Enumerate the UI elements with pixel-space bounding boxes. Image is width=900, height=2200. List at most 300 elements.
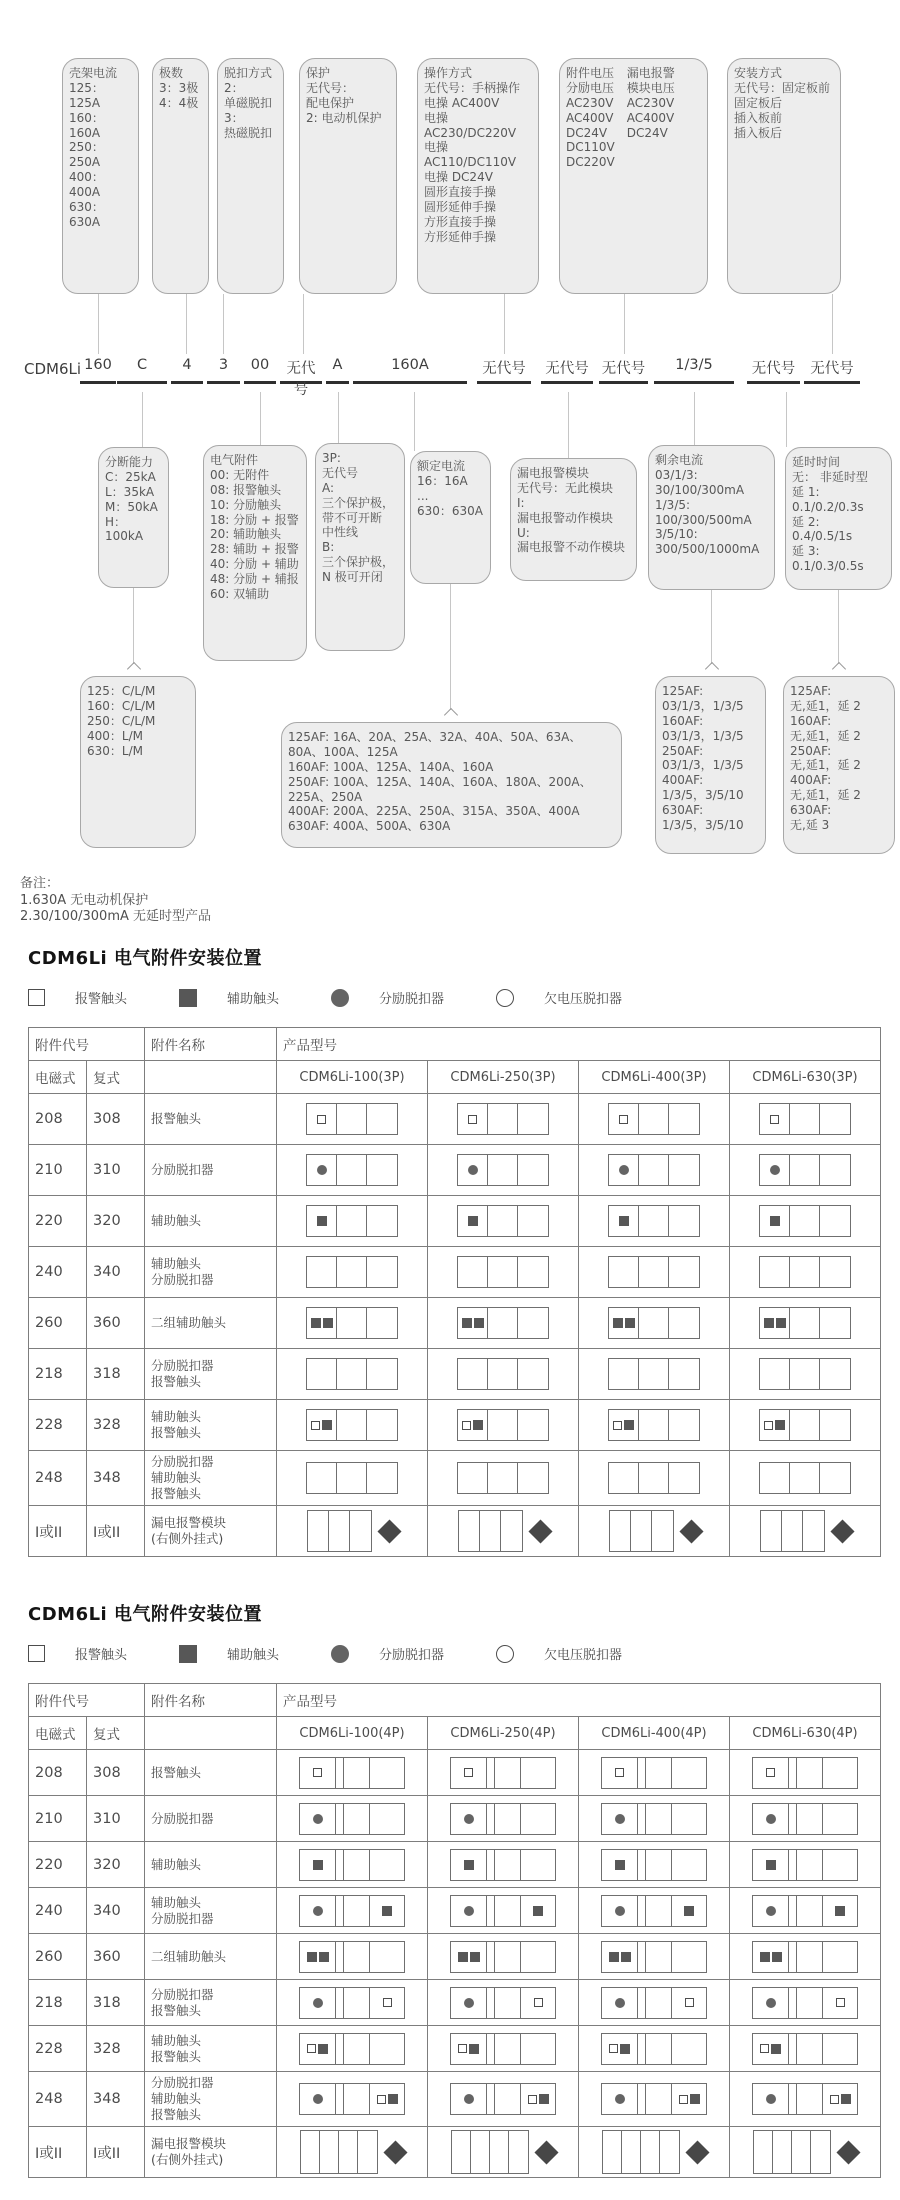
code-compound: 348 [87, 1451, 145, 1506]
aux-contact-icon [770, 1216, 780, 1226]
position-cell [434, 2130, 572, 2174]
callout-line: AC230V [566, 95, 614, 110]
alarm-contact-icon [458, 2044, 467, 2053]
position-box [299, 2083, 405, 2115]
position-cell [434, 1510, 572, 1552]
pole-compartment [495, 1850, 521, 1880]
pole-compartment [603, 2131, 622, 2173]
callout-line: H：100kA [105, 514, 144, 544]
pole-compartment [789, 2084, 797, 2114]
accessory-name-line: 辅助触头 [151, 1894, 202, 1910]
code-electromagnetic: 210 [29, 1796, 87, 1842]
position-box [608, 1358, 700, 1390]
position-cell [434, 1205, 572, 1237]
pole-compartment [495, 2084, 521, 2114]
pole-compartment [609, 1155, 639, 1185]
position-cell [283, 1307, 421, 1339]
position-box [299, 1849, 405, 1881]
callout-line: 3P: [322, 451, 341, 465]
callout-line: 03/1/3，1/3/5 [662, 758, 744, 773]
position-box [608, 1462, 700, 1494]
callout-line: 无代号： [306, 80, 355, 95]
col-name-header: 附件名称 [145, 1684, 277, 1717]
code-electromagnetic: 248 [29, 2072, 87, 2127]
accessory-name [145, 1400, 277, 1451]
alarm-contact-icon [613, 1421, 622, 1430]
subcol-compound: 复式 [87, 1061, 145, 1094]
connector-line [133, 588, 134, 664]
code-electromagnetic: 260 [29, 1298, 87, 1349]
connector-line [832, 294, 833, 354]
callout-line: 无,延1，延 2 [790, 698, 861, 713]
pole-compartment [823, 1942, 857, 1972]
position-cell [736, 1154, 874, 1186]
model-code-segment: 无代号 [477, 357, 531, 384]
shunt-release-icon [331, 989, 349, 1007]
accessory-name [145, 1796, 277, 1842]
position-cell [585, 2130, 723, 2174]
product-position-cell [428, 1842, 579, 1888]
pole-compartment [672, 2084, 706, 2114]
position-box [752, 2083, 858, 2115]
aux-contact-icon [474, 1318, 484, 1328]
product-position-cell [730, 1750, 881, 1796]
pole-compartment [307, 1155, 337, 1185]
shunt-release-icon [766, 1906, 776, 1916]
pole-compartment [638, 1988, 646, 2018]
position-cell [736, 1307, 874, 1339]
aux-contact-icon [539, 2094, 549, 2104]
alarm-contact-icon [383, 1998, 392, 2007]
col-product-header: 产品型号 [277, 1684, 881, 1717]
callout-line: 附件电压 [566, 66, 615, 80]
product-model-header: CDM6Li-100(3P) [277, 1061, 428, 1094]
alarm-contact-icon [28, 989, 45, 1006]
pole-compartment [367, 1463, 397, 1493]
callout-line: DC24V [566, 125, 608, 140]
accessory-name-line: 报警触头 [151, 1486, 202, 1501]
accessory-name-line: 二组辅助触头 [151, 1315, 227, 1330]
pole-compartment [790, 1308, 820, 1338]
position-cell [283, 1103, 421, 1135]
connector-line [711, 590, 712, 664]
pole-compartment [602, 1850, 638, 1880]
position-box [602, 2130, 680, 2174]
product-position-cell [428, 1247, 579, 1298]
product-position-cell [277, 1750, 428, 1796]
product-position-cell [428, 1796, 579, 1842]
pole-compartment [370, 1942, 404, 1972]
pole-compartment [452, 2131, 471, 2173]
pole-compartment [760, 1308, 790, 1338]
callout-line: DC110V [566, 140, 615, 155]
pole-compartment [646, 1896, 672, 1926]
callout-line: 00: 无附件 [210, 467, 270, 482]
alarm-contact-icon [307, 2044, 316, 2053]
alarm-contact-icon [679, 2095, 688, 2104]
alarm-contact-icon [534, 1998, 543, 2007]
pole-compartment [638, 1758, 646, 1788]
pole-compartment [646, 1988, 672, 2018]
position-box [760, 1510, 825, 1552]
callout-line: 160：C/L/M [87, 698, 156, 713]
pole-compartment [609, 1410, 639, 1440]
callout-line: 48: 分励 + 辅报 [210, 572, 299, 586]
col-name-header: 附件名称 [145, 1028, 277, 1061]
aux-contact-icon [772, 1952, 782, 1962]
pole-compartment [609, 1104, 639, 1134]
callout-line: 40: 分励 + 辅助 [210, 557, 299, 572]
accessory-name-line: 报警触头 [151, 2107, 202, 2122]
position-box [752, 1987, 858, 2019]
pole-compartment [521, 2084, 555, 2114]
position-cell [283, 1462, 421, 1494]
position-box [306, 1307, 398, 1339]
pole-compartment [370, 1896, 404, 1926]
accessory-name-line: 分励脱扣器 [151, 1162, 214, 1177]
aux-contact-icon [760, 1952, 770, 1962]
position-box [450, 1803, 556, 1835]
position-cell [585, 1941, 723, 1973]
alarm-contact-icon [317, 1115, 326, 1124]
position-box [299, 1941, 405, 1973]
position-cell [283, 1941, 421, 1973]
legend-item [331, 1644, 444, 1663]
callout-line: 0.4/0.5/1s [792, 529, 853, 544]
pole-compartment [823, 2034, 857, 2064]
pole-compartment [495, 1758, 521, 1788]
shunt-release-icon [770, 1165, 780, 1175]
pole-compartment [336, 2034, 344, 2064]
pole-compartment [760, 1155, 790, 1185]
alarm-contact-icon [766, 1768, 775, 1777]
pole-compartment [471, 2131, 490, 2173]
callout-line: 延 3: [792, 544, 820, 559]
pole-compartment [789, 1850, 797, 1880]
product-position-cell [579, 1349, 730, 1400]
callout-box [299, 58, 397, 294]
position-cell [283, 2033, 421, 2065]
product-position-cell [428, 2127, 579, 2178]
connector-line [260, 392, 261, 445]
alarm-contact-icon [462, 1421, 471, 1430]
position-cell [434, 1358, 572, 1390]
pole-compartment [797, 1988, 823, 2018]
table-row [29, 1750, 881, 1796]
product-position-cell [277, 1842, 428, 1888]
callout-line: 10: 分励触头 [210, 497, 282, 512]
product-position-cell [579, 1298, 730, 1349]
aux-contact-icon [609, 1952, 619, 1962]
product-position-cell [730, 1934, 881, 1980]
product-position-cell [428, 1506, 579, 1557]
position-box [601, 1941, 707, 1973]
product-position-cell [277, 1980, 428, 2026]
pole-compartment [307, 1359, 337, 1389]
model-code-segment: 4 [171, 357, 203, 384]
table-row [29, 1842, 881, 1888]
product-position-cell [428, 1750, 579, 1796]
pole-compartment [336, 1896, 344, 1926]
table-header-row [29, 1684, 881, 1717]
shunt-release-icon [468, 1165, 478, 1175]
pole-compartment [451, 1988, 487, 2018]
aux-contact-icon [835, 1906, 845, 1916]
position-box [759, 1409, 851, 1441]
position-box [457, 1103, 549, 1135]
shunt-release-icon [313, 1906, 323, 1916]
callout-line: 延时时间 [792, 455, 841, 469]
legend-label: 欠电压脱扣器 [544, 992, 623, 1007]
legend-item [28, 1644, 127, 1663]
code-compound: 310 [87, 1796, 145, 1842]
callout-line: 无代号：无此模块 [517, 480, 614, 495]
callout-line: 160：160A [69, 110, 104, 140]
position-box [299, 1803, 405, 1835]
product-position-cell [730, 2026, 881, 2072]
product-model-header: CDM6Li-400(3P) [579, 1061, 730, 1094]
leakage-module-icon [534, 2140, 558, 2164]
callout-line: 额定电流 [417, 459, 466, 473]
position-box [299, 1895, 405, 1927]
alarm-contact-icon [311, 1421, 320, 1430]
pole-compartment [760, 1359, 790, 1389]
callout-line: 剩余电流 [655, 453, 704, 467]
position-cell [585, 1358, 723, 1390]
pole-compartment [753, 1896, 789, 1926]
product-position-cell [428, 1298, 579, 1349]
product-position-cell [730, 1842, 881, 1888]
connector-line [303, 294, 304, 354]
callout-box [727, 58, 841, 294]
position-box [457, 1256, 549, 1288]
alarm-contact-icon [28, 1645, 45, 1662]
pole-compartment [488, 1359, 518, 1389]
code-compound: 340 [87, 1888, 145, 1934]
pole-compartment [789, 1942, 797, 1972]
accessory-name [145, 2072, 277, 2127]
pole-compartment [646, 1804, 672, 1834]
callout-line: 漏电报警模块 [517, 466, 590, 480]
callout-line: 125AF: 16A、20A、25A、32A、40A、50A、63A、80A、100A、125A [288, 730, 582, 759]
position-cell [434, 1103, 572, 1135]
symbol-legend [28, 1644, 884, 1663]
pole-compartment [521, 1942, 555, 1972]
shunt-release-icon [464, 1906, 474, 1916]
pole-compartment [307, 1257, 337, 1287]
callout-line: 壳架电流 [69, 66, 118, 80]
alarm-contact-icon [760, 2044, 769, 2053]
position-box [752, 1941, 858, 1973]
callout-box [655, 676, 766, 854]
position-cell [283, 1895, 421, 1927]
position-cell [585, 1987, 723, 2019]
callout-line: M：50kA [105, 499, 158, 514]
accessory-name-line: 辅助触头 [151, 1409, 202, 1424]
position-box [608, 1205, 700, 1237]
accessory-name-line: 报警触头 [151, 1111, 202, 1126]
legend-label: 报警触头 [75, 1648, 128, 1663]
product-position-cell [579, 1888, 730, 1934]
pole-compartment [370, 2084, 404, 2114]
connector-line [223, 294, 224, 354]
model-code-segment: 无代号 [280, 357, 322, 384]
pole-compartment [753, 1758, 789, 1788]
callout-line: 漏电报警 [626, 66, 675, 80]
accessory-name [145, 1094, 277, 1145]
pole-compartment [602, 2084, 638, 2114]
pole-compartment [487, 1988, 495, 2018]
pole-compartment [797, 1804, 823, 1834]
callout-line: 分励电压 [566, 80, 615, 95]
product-position-cell [579, 1145, 730, 1196]
legend-item [496, 988, 622, 1007]
pole-compartment [823, 1804, 857, 1834]
pole-compartment [337, 1104, 367, 1134]
shunt-release-icon [317, 1165, 327, 1175]
pole-compartment [521, 1896, 555, 1926]
position-cell [736, 1462, 874, 1494]
position-cell [585, 1103, 723, 1135]
pole-compartment [521, 2034, 555, 2064]
aux-contact-icon [464, 1860, 474, 1870]
pole-compartment [367, 1206, 397, 1236]
pole-compartment [487, 2084, 495, 2114]
position-cell [736, 1358, 874, 1390]
col-code-header: 附件代号 [29, 1684, 145, 1717]
callout-line: 无,延1，延 2 [790, 788, 861, 803]
pole-compartment [451, 1942, 487, 1972]
aux-contact-icon [469, 2044, 479, 2054]
position-cell [434, 2083, 572, 2115]
position-cell [736, 1803, 874, 1835]
position-cell [585, 1803, 723, 1835]
callout-line: 250AF: 100A、125A、140A、160A、180A、200A、225A、250A [288, 774, 592, 804]
pole-compartment [790, 1104, 820, 1134]
position-cell [283, 1510, 421, 1552]
callout-line: 无,延 3 [790, 817, 830, 832]
pole-compartment [509, 2131, 528, 2173]
product-position-cell [730, 1451, 881, 1506]
legend-label: 辅助触头 [227, 992, 280, 1007]
pole-compartment [672, 2034, 706, 2064]
accessory-name [145, 1298, 277, 1349]
callout-line: 160AF: [662, 713, 704, 728]
product-position-cell [579, 1842, 730, 1888]
position-cell [434, 2033, 572, 2065]
aux-contact-icon [841, 2094, 851, 2104]
alarm-contact-icon [764, 1421, 773, 1430]
product-position-cell [579, 1400, 730, 1451]
pole-compartment [459, 1511, 480, 1551]
accessory-name-line: 辅助触头 [151, 2091, 202, 2106]
callout-line: N 极可开闭 [322, 570, 383, 584]
callout-line: 脱扣方式 [224, 66, 273, 80]
table-row [29, 2026, 881, 2072]
pole-compartment [518, 1410, 548, 1440]
pole-compartment [631, 1511, 652, 1551]
position-cell [585, 1409, 723, 1441]
product-position-cell [579, 1796, 730, 1842]
code-electromagnetic: 218 [29, 1980, 87, 2026]
callout-line: 28: 辅助 + 报警 [210, 542, 299, 557]
product-model-header: CDM6Li-630(4P) [730, 1717, 881, 1750]
position-cell [434, 1941, 572, 1973]
pole-compartment [669, 1257, 699, 1287]
pole-compartment [301, 2131, 320, 2173]
position-box [759, 1205, 851, 1237]
position-box [307, 1510, 372, 1552]
code-compound: 360 [87, 1298, 145, 1349]
pole-compartment [521, 1988, 555, 2018]
code-compound: 318 [87, 1349, 145, 1400]
pole-compartment [521, 1850, 555, 1880]
callout-box [80, 676, 196, 848]
product-position-cell [730, 1888, 881, 1934]
position-box [457, 1154, 549, 1186]
position-cell [736, 1941, 874, 1973]
pole-compartment [458, 1463, 488, 1493]
pole-compartment [337, 1257, 367, 1287]
position-cell [736, 2033, 874, 2065]
legend-label: 报警触头 [75, 992, 128, 1007]
accessory-name-line: 漏电报警模块 [151, 1515, 227, 1530]
pole-compartment [646, 1850, 672, 1880]
callout-line: AC400V [626, 110, 675, 125]
pole-compartment [367, 1104, 397, 1134]
callout-line: 125AF: [662, 684, 704, 698]
code-compound: 328 [87, 2026, 145, 2072]
product-position-cell [277, 1796, 428, 1842]
position-box [759, 1358, 851, 1390]
leakage-module-icon [377, 1519, 401, 1543]
pole-compartment [344, 2034, 370, 2064]
shunt-release-icon [615, 1814, 625, 1824]
position-box [458, 1510, 523, 1552]
product-position-cell [277, 1451, 428, 1506]
accessory-name [145, 1934, 277, 1980]
aux-contact-icon [317, 1216, 327, 1226]
callout-line: DC24V [626, 125, 668, 140]
pole-compartment [458, 1410, 488, 1440]
pole-compartment [760, 1206, 790, 1236]
pole-compartment [451, 1850, 487, 1880]
callout-line: U: [517, 525, 530, 540]
notes-line: 1.630A 无电动机保护 [20, 892, 149, 908]
accessory-name [145, 1196, 277, 1247]
pole-compartment [823, 1758, 857, 1788]
pole-compartment [761, 1511, 782, 1551]
shunt-release-icon [464, 1998, 474, 2008]
code-electromagnetic: 260 [29, 1934, 87, 1980]
callout-line: 0.1/0.2/0.3s [792, 499, 864, 514]
code-electromagnetic: 220 [29, 1842, 87, 1888]
subcol-electromagnetic: 电磁式 [29, 1061, 87, 1094]
subcol-compound: 复式 [87, 1717, 145, 1750]
pole-compartment [344, 1850, 370, 1880]
pole-compartment [370, 1850, 404, 1880]
alarm-contact-icon [615, 1768, 624, 1777]
pole-compartment [638, 1804, 646, 1834]
position-box [608, 1409, 700, 1441]
position-cell [585, 1154, 723, 1186]
table-row [29, 2072, 881, 2127]
product-model-header: CDM6Li-250(4P) [428, 1717, 579, 1750]
position-cell [283, 1205, 421, 1237]
subcol-empty [145, 1061, 277, 1094]
pole-compartment [602, 1896, 638, 1926]
leakage-module-icon [830, 1519, 854, 1543]
